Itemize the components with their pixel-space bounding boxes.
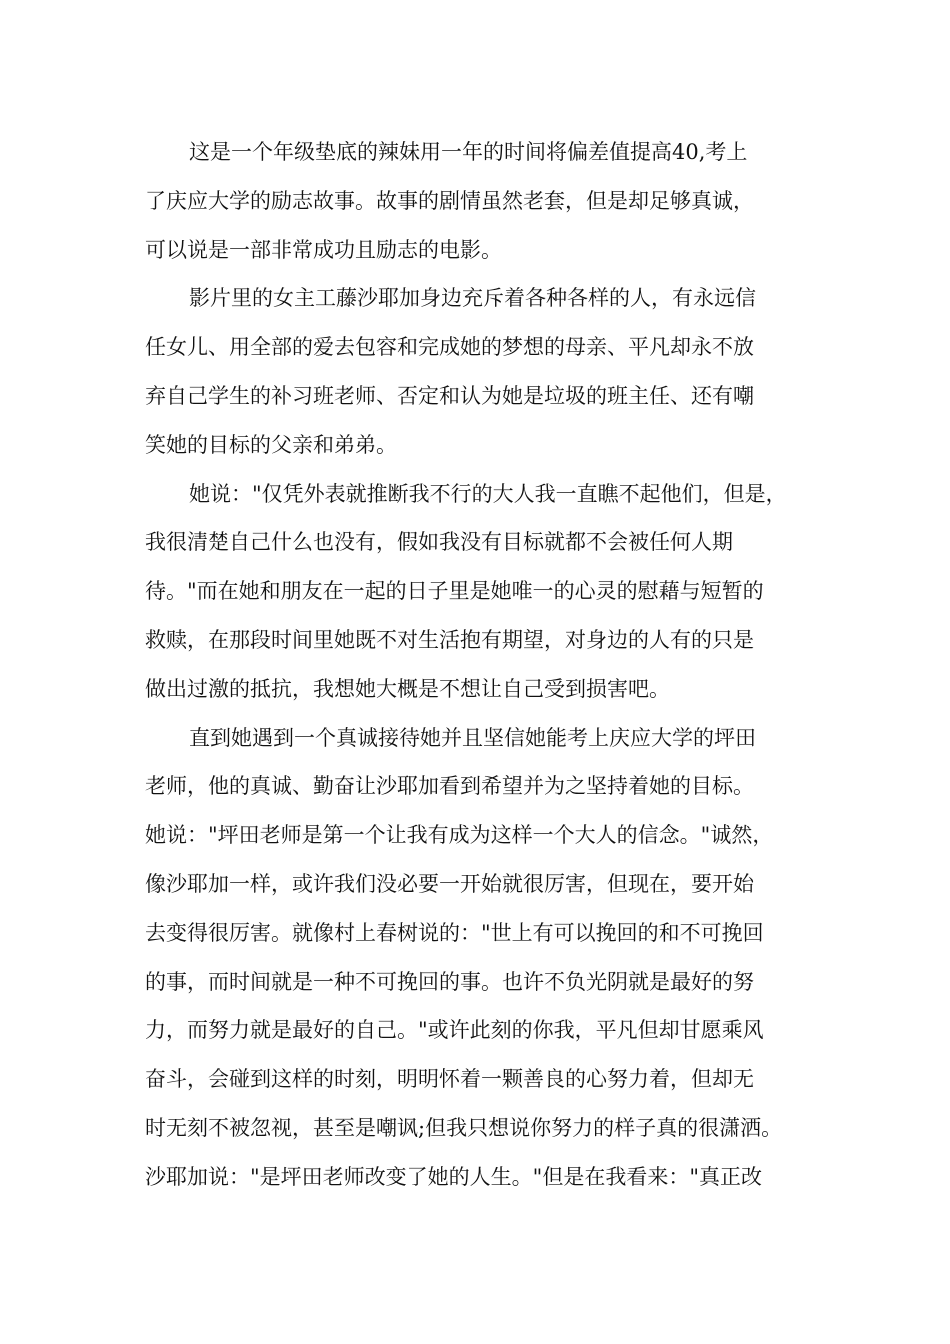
text-line: 待。"而在她和朋友在一起的日子里是她唯一的心灵的慰藉与短暂的	[145, 579, 764, 604]
text-line: 可以说是一部非常成功且励志的电影。	[145, 237, 502, 262]
text-line: 的事，而时间就是一种不可挽回的事。也许不负光阴就是最好的努	[145, 969, 754, 994]
text-line: 做出过激的抵抗，我想她大概是不想让自己受到损害吧。	[145, 676, 670, 701]
text-line: 这是一个年级垫底的辣妹用一年的时间将偏差值提高40,考上	[189, 140, 748, 164]
text-line: 沙耶加说："是坪田老师改变了她的人生。"但是在我看来："真正改	[145, 1164, 762, 1189]
text-line: 老师，他的真诚、勤奋让沙耶加看到希望并为之坚持着她的目标。	[145, 774, 754, 799]
text-line: 像沙耶加一样，或许我们没必要一开始就很厉害，但现在，要开始	[145, 871, 754, 896]
text-line: 弃自己学生的补习班老师、否定和认为她是垃圾的班主任、还有嘲	[145, 383, 754, 408]
text-line: 了庆应大学的励志故事。故事的剧情虽然老套，但是却足够真诚，	[145, 188, 754, 213]
text-line: 她说："坪田老师是第一个让我有成为这样一个大人的信念。"诚然，	[145, 823, 774, 848]
body-text	[145, 128, 813, 1202]
text-line: 时无刻不被忽视，甚至是嘲讽;但我只想说你努力的样子真的很潇洒。	[145, 1115, 783, 1140]
text-line: 救赎，在那段时间里她既不对生活抱有期望，对身边的人有的只是	[145, 627, 754, 652]
text-line: 奋斗，会碰到这样的时刻，明明怀着一颗善良的心努力着，但却无	[145, 1067, 754, 1092]
text-line: 笑她的目标的父亲和弟弟。	[145, 432, 397, 457]
text-line: 去变得很厉害。就像村上春树说的："世上有可以挽回的和不可挽回	[145, 920, 764, 945]
text-line: 直到她遇到一个真诚接待她并且坚信她能考上庆应大学的坪田	[189, 725, 756, 750]
text-line: 她说："仅凭外表就推断我不行的大人我一直瞧不起他们，但是，	[189, 481, 787, 506]
text-line: 影片里的女主工藤沙耶加身边充斥着各种各样的人，有永远信	[189, 286, 756, 311]
text-line: 我很清楚自己什么也没有，假如我没有目标就都不会被任何人期	[145, 530, 733, 555]
text-line: 任女儿、用全部的爱去包容和完成她的梦想的母亲、平凡却永不放	[145, 335, 754, 360]
text-line: 力，而努力就是最好的自己。"或许此刻的你我，平凡但却甘愿乘风	[145, 1018, 764, 1043]
